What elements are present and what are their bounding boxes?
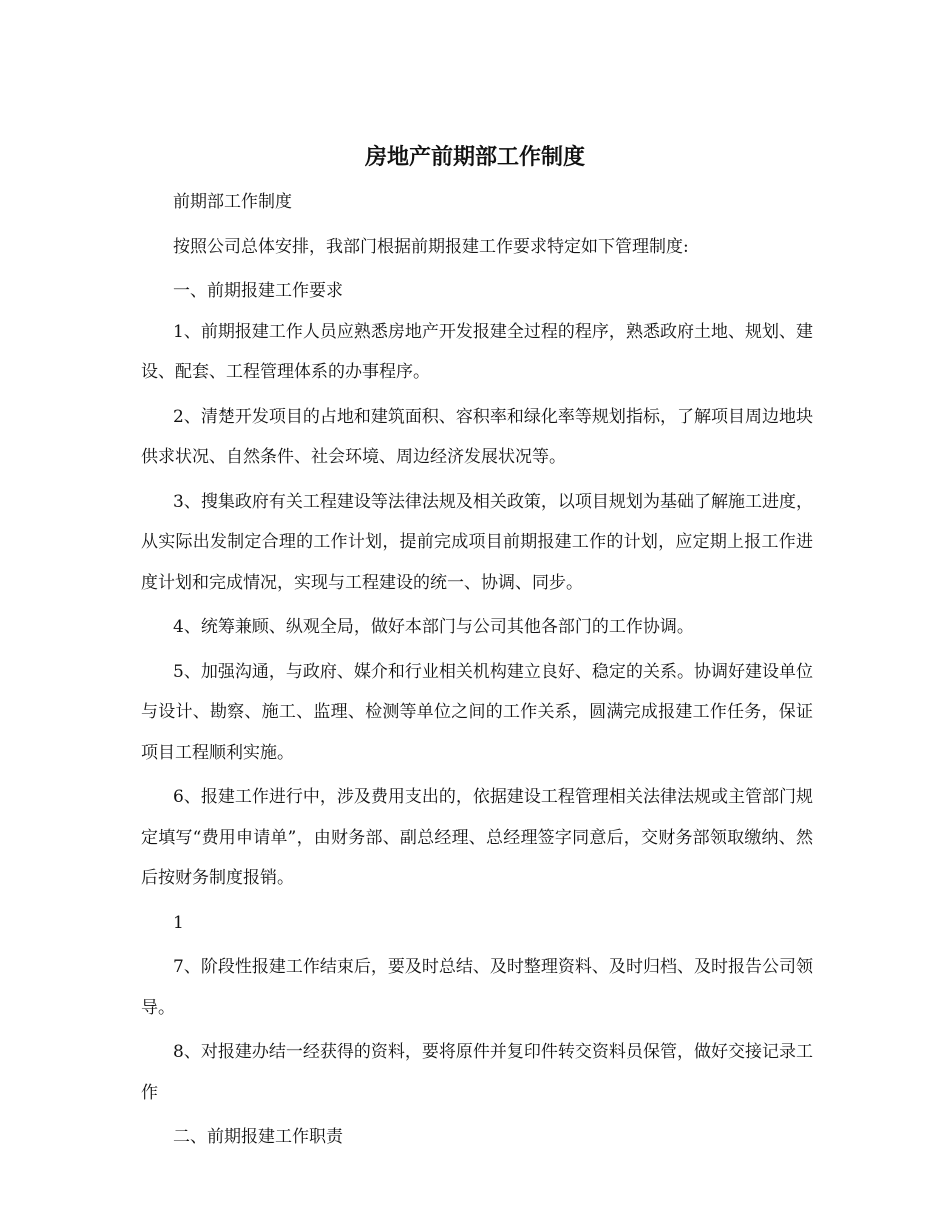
paragraph-item-4: 4、统筹兼顾、纵观全局，做好本部门与公司其他各部门的工作协调。 xyxy=(173,617,694,637)
paragraph-item-7: 7、阶段性报建工作结束后，要及时总结、及时整理资料、及时归档、及时报告公司领导。 xyxy=(141,957,813,1018)
paragraph-subtitle: 前期部工作制度 xyxy=(173,192,292,212)
paragraph-item-2: 2、清楚开发项目的占地和建筑面积、容积率和绿化率等规划指标，了解项目周边地块供求状况、自然条件、社会环境、周边经济发展状况等。 xyxy=(141,406,813,467)
paragraph-intro: 按照公司总体安排，我部门根据前期报建工作要求特定如下管理制度: xyxy=(173,236,689,257)
page-number: 1 xyxy=(173,912,184,933)
document-title: 房地产前期部工作制度 xyxy=(364,144,585,170)
paragraph-item-5: 5、加强沟通，与政府、媒介和行业相关机构建立良好、稳定的关系。协调好建设单位与设计、勘察、施工、监理、检测等单位之间的工作关系，圆满完成报建工作任务，保证项目工程顺利实施。 xyxy=(141,661,813,763)
paragraph-item-8: 8、对报建办结一经获得的资料，要将原件并复印件转交资料员保管，做好交接记录工作 xyxy=(141,1042,813,1103)
paragraph-item-6: 6、报建工作进行中，涉及费用支出的，依据建设工程管理相关法律法规或主管部门规定填写“费用申请单”，由财务部、副总经理、总经理签字同意后，交财务部领取缴纳、然后按财务制度报销。 xyxy=(141,787,813,888)
section-heading-1: 一、前期报建工作要求 xyxy=(173,281,343,301)
document-body xyxy=(141,182,813,1158)
section-heading-2: 二、前期报建工作职责 xyxy=(173,1127,343,1147)
paragraph-item-1: 1、前期报建工作人员应熟悉房地产开发报建全过程的程序，熟悉政府土地、规划、建设、配套、工程管理体系的办事程序。 xyxy=(141,321,813,382)
paragraph-item-3: 3、搜集政府有关工程建设等法律法规及相关政策，以项目规划为基础了解施工进度，从实际出发制定合理的工作计划，提前完成项目前期报建工作的计划，应定期上报工作进度计划和完成情况，实现与工程建设的统一、协调、同步。 xyxy=(141,491,813,593)
